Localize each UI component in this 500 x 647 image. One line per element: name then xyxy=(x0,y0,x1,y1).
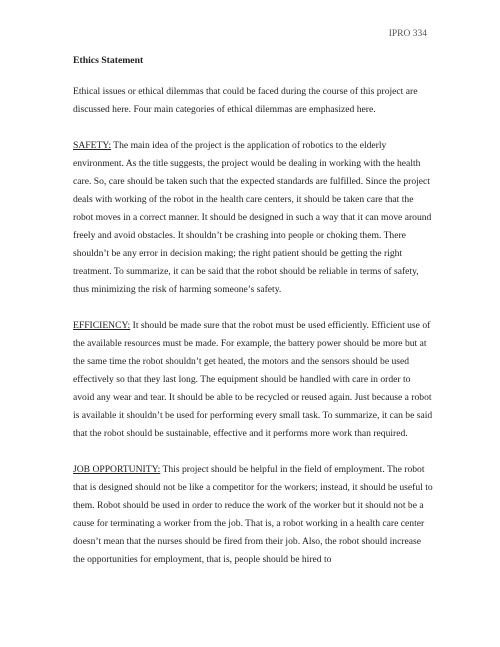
page-header-course: IPRO 334 xyxy=(388,29,427,39)
efficiency-heading: EFFICIENCY: xyxy=(73,320,131,331)
safety-text: The main idea of the project is the application of robotics to the elderly environment. As the title suggests, the project would be dealing in working with the health care. So, care should be taken such that the expected standards are fulfilled. Since the project deals with working of the robot in the health care centers, it should be taken care that the robot moves in a correct manner. It should be designed in such a way that it can move around freely and avoid obstacles. It shouldn’t be crashing into people or choking them. There shouldn’t be any error in decision making; the right patient should be getting the right treatment. To summarize, it can be said that the robot should be reliable in terms of safety, thus minimizing the risk of harming someone’s safety. xyxy=(73,140,432,295)
document-body xyxy=(73,55,433,587)
safety-heading: SAFETY: xyxy=(73,140,112,151)
job-opportunity-text: This project should be helpful in the field of employment. The robot that is designed should not be like a competitor for the workers; instead, it should be useful to them. Robot should be used in order to reduce the work of the worker but it should not be a cause for terminating a worker from the job. That is, a robot working in a health care center doesn’t mean that the nurses should be fired from their job. Also, the robot should increase the opportunities for employment, that is, people should be hired to xyxy=(73,464,433,565)
intro-paragraph: Ethical issues or ethical dilemmas that could be faced during the course of this project are discussed here. Four main categories of ethical dilemmas are emphasized here. xyxy=(73,86,418,115)
efficiency-paragraph xyxy=(73,317,433,443)
job-opportunity-paragraph xyxy=(73,461,433,569)
safety-paragraph xyxy=(73,137,433,299)
job-opportunity-heading: JOB OPPORTUNITY: xyxy=(73,464,161,475)
efficiency-text: It should be made sure that the robot must be used efficiently. Efficient use of the available resources must be made. For example, the battery power should be more but at the same time the robot shouldn’t get heated, the motors and the sensors should be used effectively so that they last long. The equipment should be handled with care in order to avoid any wear and tear. It should be able to be recycled or reused again. Just because a robot is available it shouldn’t be used for performing every small task. To summarize, it can be said that the robot should be sustainable, effective and it performs more work than required. xyxy=(73,320,433,439)
section-title: Ethics Statement xyxy=(73,55,144,66)
